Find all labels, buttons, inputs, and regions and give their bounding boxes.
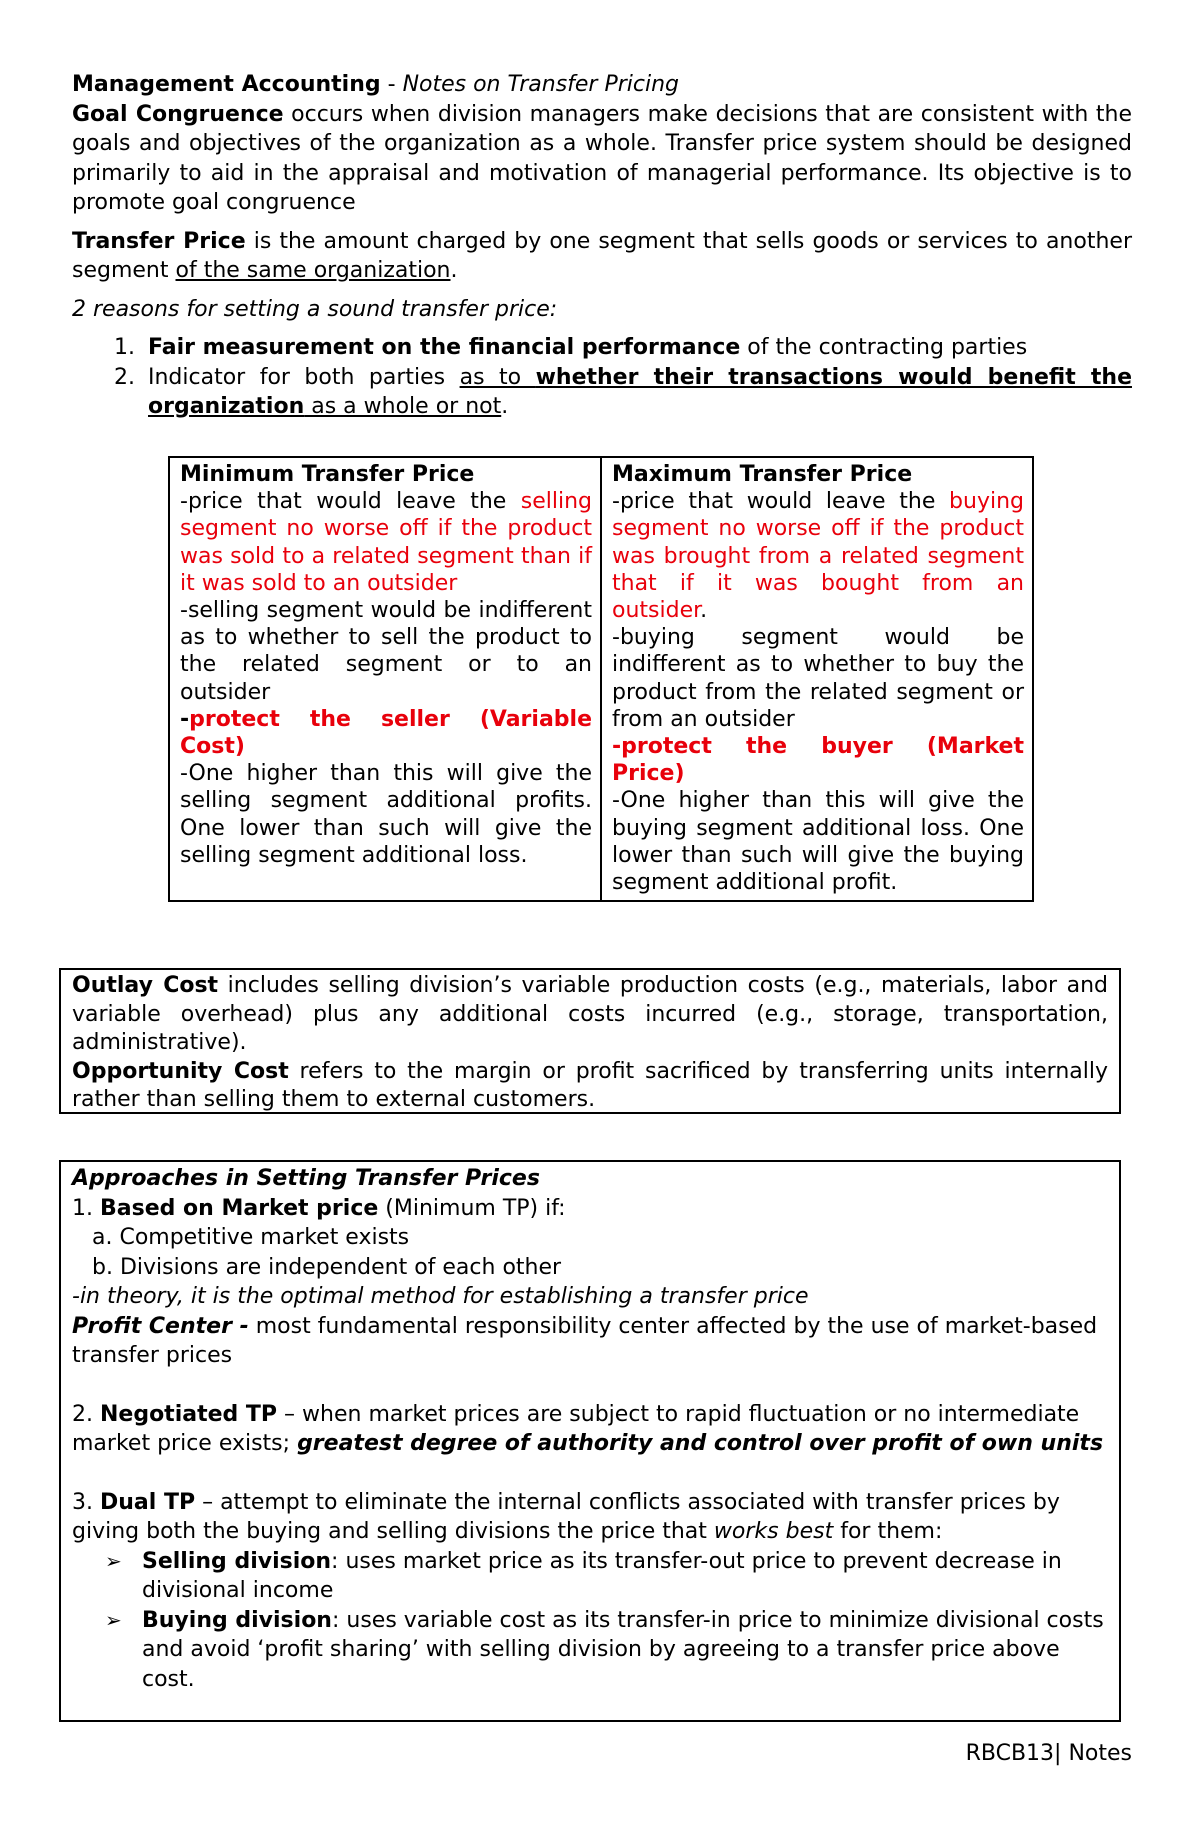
list-item (105, 1547, 1108, 1606)
document-page (72, 70, 1132, 1766)
method-1-condition-a: a. Competitive market exists (92, 1225, 410, 1250)
method-1-condition-b: b. Divisions are independent of each other (92, 1254, 562, 1280)
maximum-tp-definition-period: . (700, 598, 708, 624)
minimum-tp-definition-red: selling segment no worse off if the product was sold to a related segment than if it was sold to an outsider (180, 489, 592, 596)
transfer-price-range-table (168, 456, 1034, 902)
method-2-emphasis: greatest degree of authority and control over profit of own units (297, 1431, 1104, 1456)
method-3-title: Dual TP (99, 1489, 196, 1515)
maximum-tp-definition-lead: -price that would leave the (612, 489, 950, 515)
minimum-tp-protect-dash: - (180, 706, 190, 732)
title-separator: - (380, 72, 403, 97)
reasons-list (72, 333, 1132, 422)
outlay-cost-term: Outlay Cost (72, 973, 219, 998)
reason-2-period: . (501, 394, 509, 419)
maximum-tp-definition-red: buying segment no worse off if the product was brought from a related segment that if it was bought from an outsider (612, 489, 1024, 624)
arrowhead-bullet-icon: ➢ (105, 1607, 122, 1632)
spacer (72, 1459, 1108, 1488)
method-1-title: Based on Market price (99, 1195, 379, 1221)
profit-center-term: Profit Center - (72, 1313, 249, 1339)
selling-division-term: Selling division (142, 1548, 332, 1574)
reason-2-underlined-end: as a whole or not (304, 394, 502, 419)
transfer-price-term: Transfer Price (72, 228, 246, 254)
reason-2-bold-underlined: whether their transactions would benefit the organization (148, 364, 1132, 419)
minimum-tp-protect-red: protect the seller (Variable Cost) (180, 706, 592, 760)
transfer-price-period: . (450, 258, 458, 283)
maximum-tp-indifference: -buying segment would be indifferent as to whether to buy the product from the related segment or from an outsider (612, 625, 1024, 732)
method-1-condition: (Minimum TP) if: (378, 1195, 566, 1221)
reasons-heading: 2 reasons for setting a sound transfer price: (72, 296, 558, 322)
document-title (72, 70, 1132, 100)
minimum-tp-heading: Minimum Transfer Price (180, 462, 475, 487)
goal-congruence-paragraph (72, 100, 1132, 218)
minimum-tp-definition-lead: -price that would leave the (180, 489, 521, 515)
maximum-tp-definition (612, 488, 1024, 624)
goal-congruence-text: occurs when division managers make decisions that are consistent with the goals and objectives of the organization as a whole. Transfer price system should be designed primarily to aid in the appraisal and motivation of managerial performance. Its objective is to promote goal congruence (72, 101, 1132, 215)
list-item (105, 1606, 1108, 1695)
outlay-cost-text: includes selling division’s variable production costs (e.g., materials, labor and variable overhead) plus any additional costs incurred (e.g., storage, transportation, administrative). (72, 973, 1108, 1055)
method-3-end: for them: (833, 1519, 943, 1544)
outlay-cost-paragraph (72, 972, 1108, 1058)
method-2-number: 2. (72, 1401, 100, 1427)
approaches-box (59, 1160, 1121, 1722)
reason-2-underlined: as to (459, 364, 536, 390)
method-3-italic: works best (713, 1519, 834, 1544)
minimum-tp-protect (180, 706, 592, 760)
method-2-paragraph (72, 1400, 1108, 1459)
spacer (72, 1371, 1108, 1400)
method-2-text: – when market prices are subject to rapid fluctuation or no intermediate market price exists; (72, 1401, 1080, 1456)
reason-1-bold: Fair measurement on the financial performance (148, 335, 741, 360)
cost-definitions-box (59, 968, 1121, 1114)
selling-division-text: : uses market price as its transfer-out price to prevent decrease in divisional income (142, 1548, 1062, 1603)
opportunity-cost-paragraph (72, 1058, 1108, 1115)
title-topic: Notes on Transfer Pricing (402, 72, 680, 97)
method-1-number: 1. (72, 1195, 100, 1221)
maximum-tp-heading: Maximum Transfer Price (612, 462, 913, 487)
method-1-note: -in theory, it is the optimal method for establishing a transfer price (72, 1284, 809, 1309)
reason-2-text: Indicator for both parties (148, 364, 460, 390)
method-1-line (72, 1194, 1108, 1224)
minimum-tp-effect: -One higher than this will give the selling segment additional profits. One lower than such will give the selling segment additional loss. (180, 761, 592, 868)
dual-tp-list (72, 1547, 1108, 1695)
profit-center-paragraph (72, 1312, 1108, 1371)
buying-division-term: Buying division (142, 1607, 332, 1633)
method-3-number: 3. (72, 1489, 100, 1515)
maximum-tp-protect: -protect the buyer (Market Price) (612, 734, 1024, 787)
minimum-tp-definition (180, 488, 592, 597)
page-footer: RBCB13| Notes (965, 1741, 1132, 1766)
approaches-heading: Approaches in Setting Transfer Prices (72, 1166, 540, 1191)
arrowhead-bullet-icon: ➢ (105, 1548, 122, 1573)
reason-item-2 (142, 363, 1132, 422)
minimum-transfer-price-cell (169, 457, 601, 901)
table-row (169, 457, 1033, 901)
transfer-price-underlined: of the same organization (175, 258, 451, 283)
method-3-paragraph (72, 1488, 1108, 1547)
reason-item-1 (142, 333, 1132, 363)
minimum-tp-indifference: -selling segment would be indifferent as to whether to sell the product to the related segment or to an outsider (180, 598, 592, 705)
title-subject: Management Accounting (72, 72, 381, 97)
method-2-title: Negotiated TP (99, 1401, 278, 1427)
buying-division-text: : uses variable cost as its transfer-in price to minimize divisional costs and avoid ‘profit sharing’ with selling division by agreeing to a transfer price above cost. (142, 1607, 1104, 1692)
opportunity-cost-term: Opportunity Cost (72, 1058, 289, 1084)
transfer-price-text: is the amount charged by one segment that sells goods or services to another segment (72, 228, 1132, 283)
goal-congruence-term: Goal Congruence (72, 101, 284, 127)
opportunity-cost-text: refers to the margin or profit sacrificed by transferring units internally rather than selling them to external customers. (72, 1058, 1109, 1112)
method-3-text: – attempt to eliminate the internal conflicts associated with transfer prices by giving both the buying and selling divisions the price that (72, 1489, 1060, 1544)
maximum-tp-effect: -One higher than this will give the buying segment additional loss. One lower than such will give the buying segment additional profit. (612, 788, 1024, 896)
reason-1-text: of the contracting parties (740, 335, 1028, 360)
profit-center-text: most fundamental responsibility center affected by the use of market-based transfer prices (72, 1313, 1098, 1368)
maximum-transfer-price-cell (601, 457, 1033, 901)
transfer-price-paragraph (72, 227, 1132, 286)
